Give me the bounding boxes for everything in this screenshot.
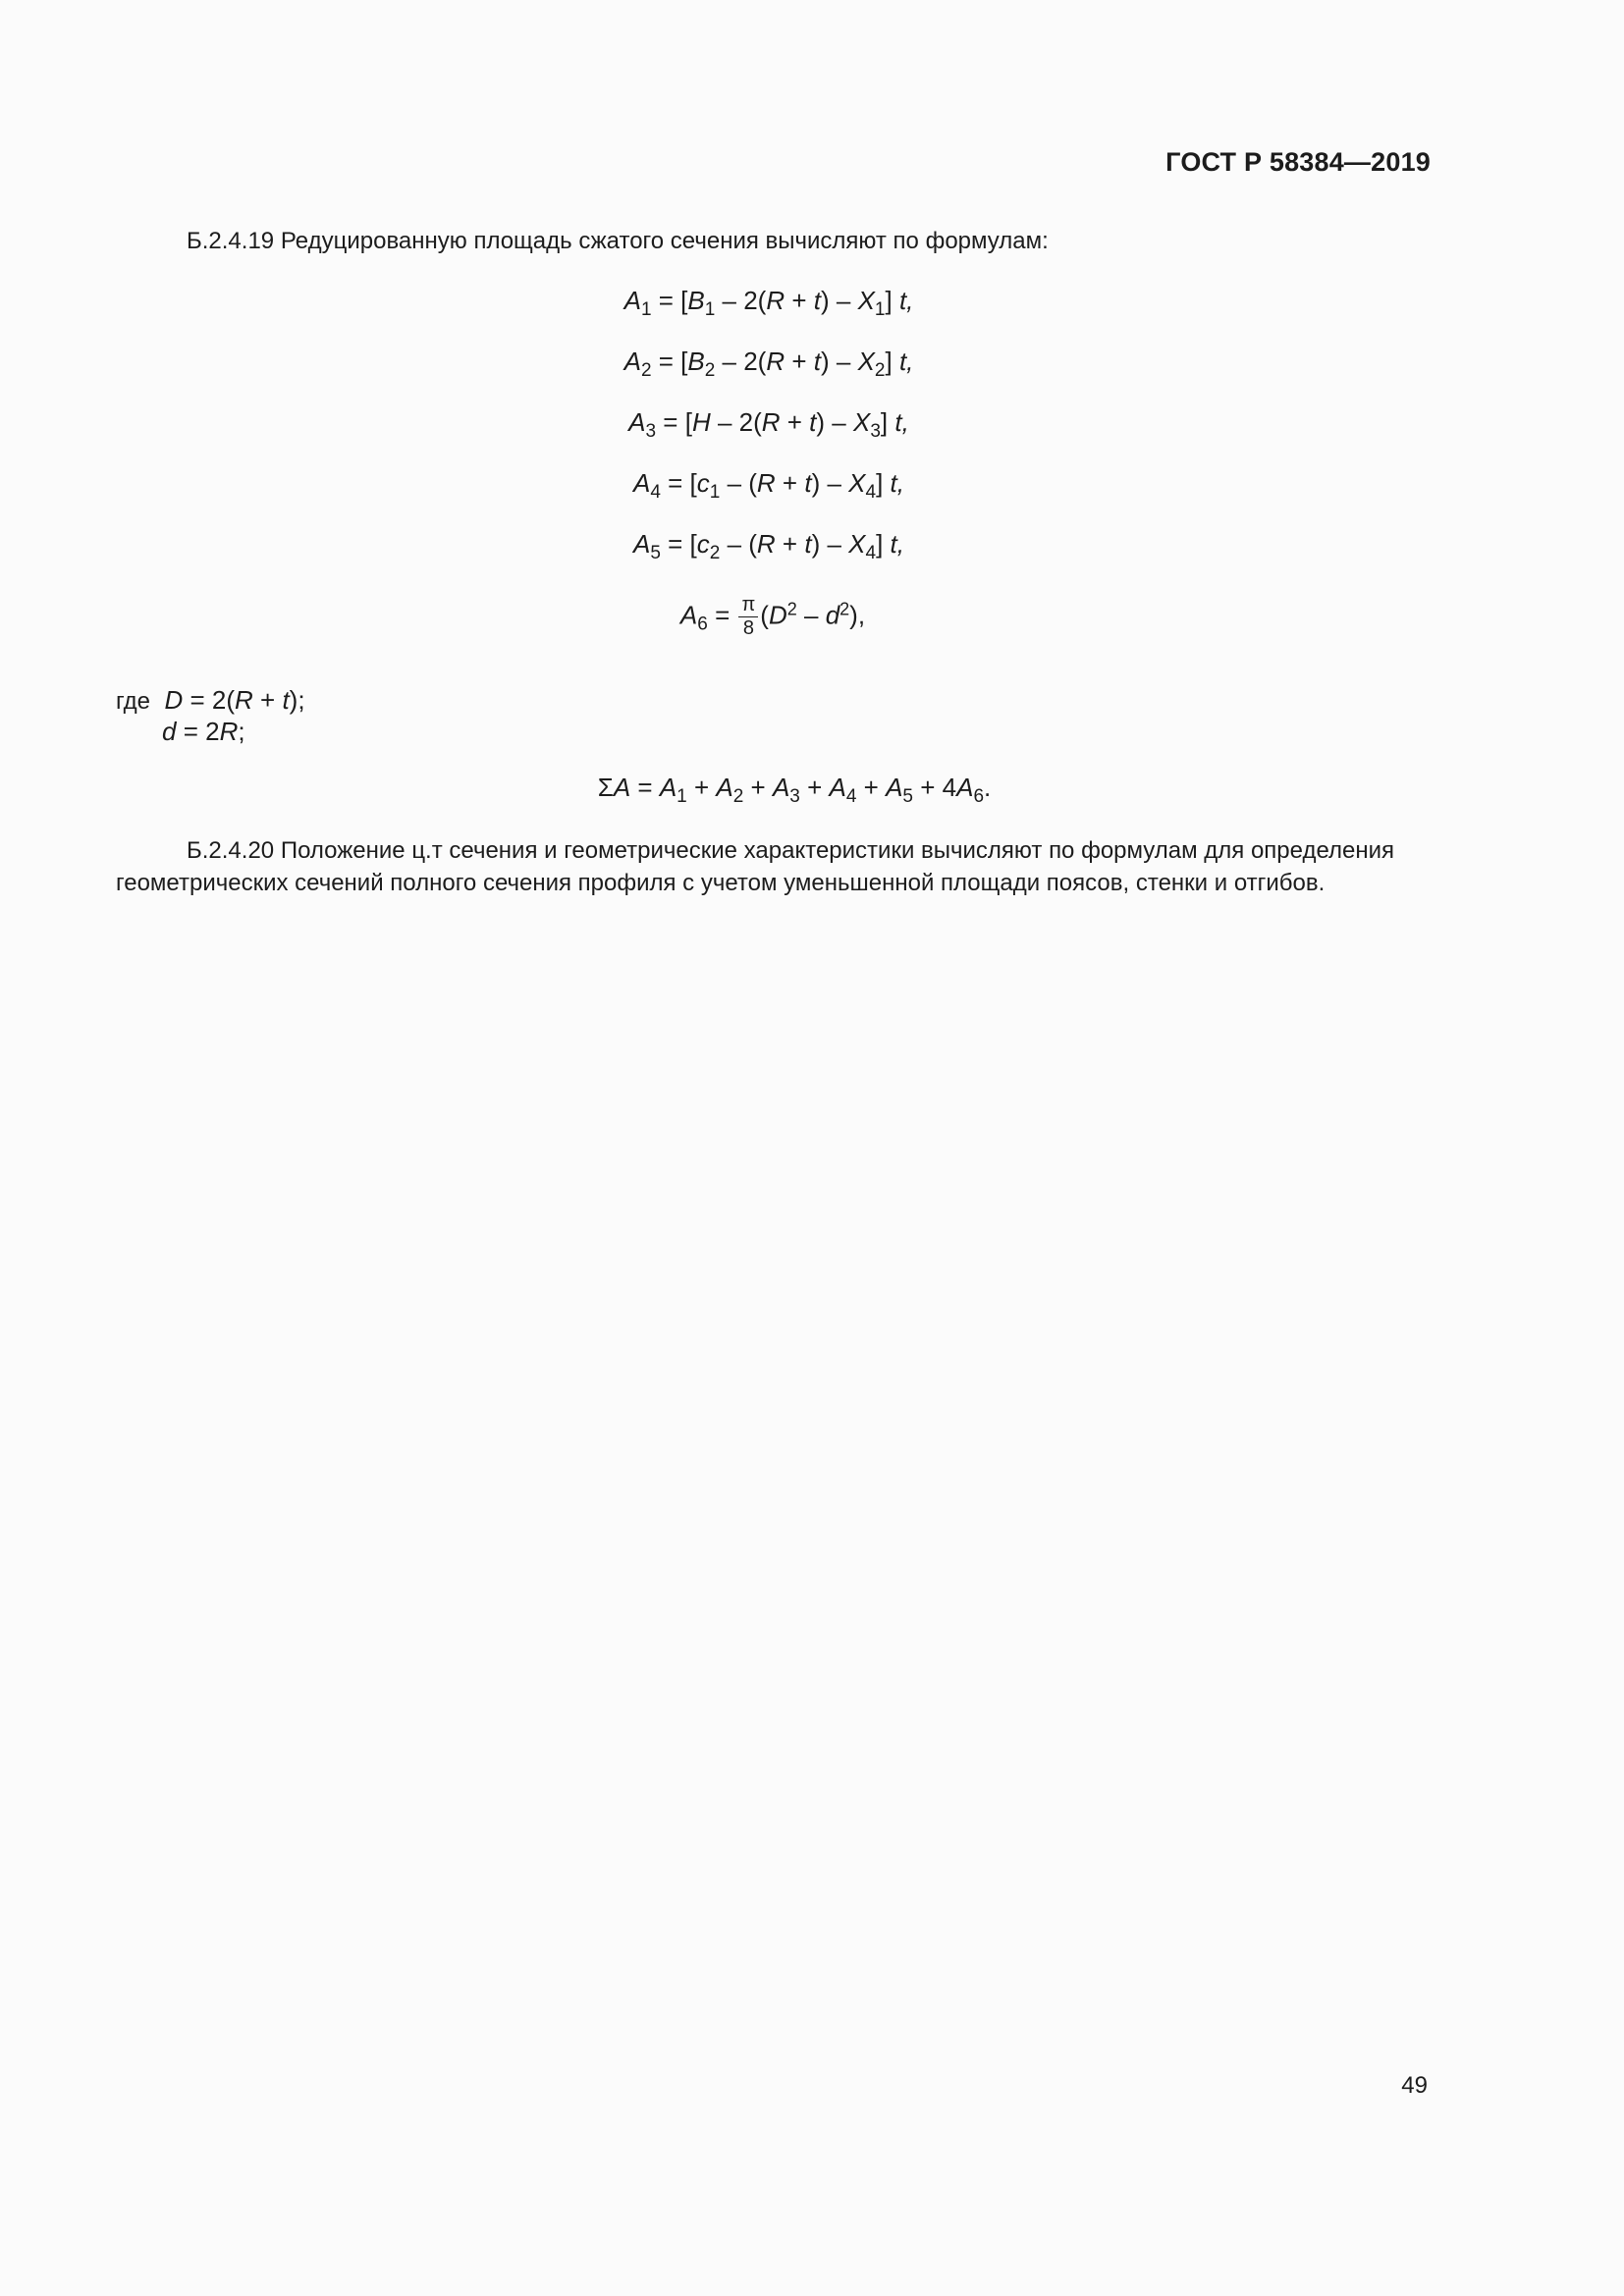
formula-a1: $A_1 = [B_1 - 2(R + t) - X_1]$ t, [623,286,914,320]
formula-a4: $A_4 = [c_1 - (R + t) - X_4]$ t, [632,468,904,503]
where-line-small-d: d = 2R; [162,717,245,746]
formula-a3: $A_3 = [H - 2(R + t) - X_3]$ t, [628,407,909,442]
section-b-2-4-19: Б.2.4.19 Редуцированную площадь сжатого сечения вычисляют по формулам: [187,228,1049,254]
formula-a6: $A_6$ = $\frac{\pi}{8}$ $(D^2 - d^2)$, [679,594,866,639]
formula-sum-a: $\Sigma A = A_1 + A_2 + A_3 + A_4 + A_5 + 4A_6$. [597,773,992,807]
formula-a2: $A_2 = [B_2 - 2(R + t) - X_2]$ t, [623,347,914,381]
document-code: ГОСТ Р 58384—2019 [1165,147,1431,177]
section-b-2-4-20: Б.2.4.20 Положение ц.т сечения и геометрические характеристики вычисляют по формулам для определения геометрических сечений полного сечения профиля с учетом уменьшенной площади поясов, стенки и отгибов. [116,837,1395,896]
page-number: 49 [1401,2072,1428,2099]
formula-a5: $A_5 = [c_2 - (R + t) - X_4]$ t, [632,529,904,563]
where-line-d: где D = 2(R + t); [116,685,305,715]
fraction-pi-over-8: $\frac{\pi}{8}$ [738,594,758,640]
